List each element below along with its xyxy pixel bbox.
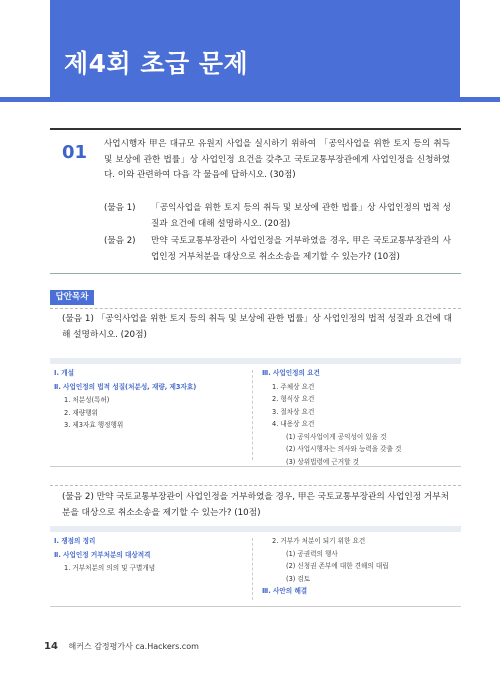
outline-heading: Ⅲ. 사업인정의 요건 <box>262 369 320 377</box>
footer-text: 해커스 감정평가사 ca.Hackers.com <box>68 642 199 651</box>
outline-item: (1) 공익사업이게 공익성이 있을 것 <box>286 432 387 441</box>
answer-outline-tag: 답안목차 <box>50 290 94 305</box>
section1-bottom-divider <box>50 466 461 467</box>
outline-heading: Ⅲ. 사안의 해결 <box>262 587 308 595</box>
outline-heading: Ⅱ. 사업인정의 법적 성질(처분성, 재량, 제3자효) <box>54 382 197 391</box>
section1-question: (물음 1) 「공익사업을 위한 토지 등의 취득 및 보상에 관한 법률」상 사업인정의 법적 성질과 요건에 대해 설명하시오. (20점) <box>62 314 453 340</box>
outline-item: 1. 거부처분의 의의 및 구별개념 <box>64 564 156 572</box>
outline-item: 3. 제3자효 행정행위 <box>64 421 124 429</box>
question-text: 사업시행자 甲은 대규모 유원지 사업을 실시하기 위하여 「공익사업을 위한 토지 등의 취득 및 보상에 관한 법률」상 사업인정 요건을 갖추고 국토교통부장관에게 사업인정을 신청하였다. 이와 관련하여 다음 각 물음에 답하시오. (30점) <box>104 139 450 181</box>
section1-top-divider <box>50 308 461 309</box>
section1-outline-right <box>262 368 460 469</box>
section1-column-divider <box>252 370 253 460</box>
outline-item: 1. 주체상 요건 <box>272 382 315 391</box>
page-number: 14 <box>44 641 58 652</box>
outline-item: (3) 검토 <box>286 574 311 583</box>
section2-column-divider <box>252 538 253 600</box>
outline-heading: Ⅱ. 사업인정 거부처분의 대상적격 <box>54 550 151 559</box>
outline-heading: Ⅰ. 쟁점의 정리 <box>54 537 96 545</box>
outline-heading: Ⅰ. 개설 <box>54 369 74 377</box>
sub-question-2-text: 만약 국토교통부장관이 사업인정을 거부하였을 경우, 甲은 국토교통부장관의 사업인정 거부처분을 대상으로 취소소송을 제기할 수 있는가? (10점) <box>151 236 451 262</box>
section2-strip <box>50 526 461 532</box>
outline-item: (1) 공권력의 행사 <box>286 549 338 558</box>
section2-outline-right <box>262 536 460 600</box>
outline-item: (2) 신청권 존부에 대한 견해의 대립 <box>286 562 389 570</box>
section2-outline-left <box>54 536 244 576</box>
page-title: 제4회 초급 문제 <box>64 49 249 78</box>
sub-question-1-text: 「공익사업을 위한 토지 등의 취득 및 보상에 관한 법률」상 사업인정의 법적 성질과 요건에 대해 설명하시오. (20점) <box>151 203 451 229</box>
outline-item: (2) 사업시행자는 의사와 능력을 갖출 것 <box>286 445 402 453</box>
question-box <box>50 128 461 274</box>
sub-question-2-label: (물음 2) <box>104 236 136 246</box>
outline-item: 1. 처분성(특허) <box>64 396 110 404</box>
section2-bottom-divider <box>50 606 461 607</box>
section2-top-divider <box>50 485 461 486</box>
outline-item: (3) 상위법령에 근거할 것 <box>286 457 359 466</box>
question-number: 01 <box>62 142 88 163</box>
outline-item: 4. 내용상 요건 <box>272 420 315 428</box>
sub-question-1-label: (물음 1) <box>104 203 136 213</box>
section1-strip <box>50 358 461 364</box>
outline-item: 3. 절차상 요건 <box>272 407 315 416</box>
outline-item: 2. 거부가 처분이 되기 위한 요건 <box>272 537 366 545</box>
outline-item: 2. 재량행위 <box>64 408 98 417</box>
section1-outline-left <box>54 368 244 433</box>
outline-item: 2. 형식상 요건 <box>272 395 315 403</box>
section2-question: (물음 2) 만약 국토교통부장관이 사업인정을 거부하였을 경우, 甲은 국토교통부장관의 사업인정 거부처분을 대상으로 취소소송을 제기할 수 있는가? (10점) <box>62 492 450 518</box>
page-footer <box>44 641 199 652</box>
header-rule <box>0 97 500 102</box>
